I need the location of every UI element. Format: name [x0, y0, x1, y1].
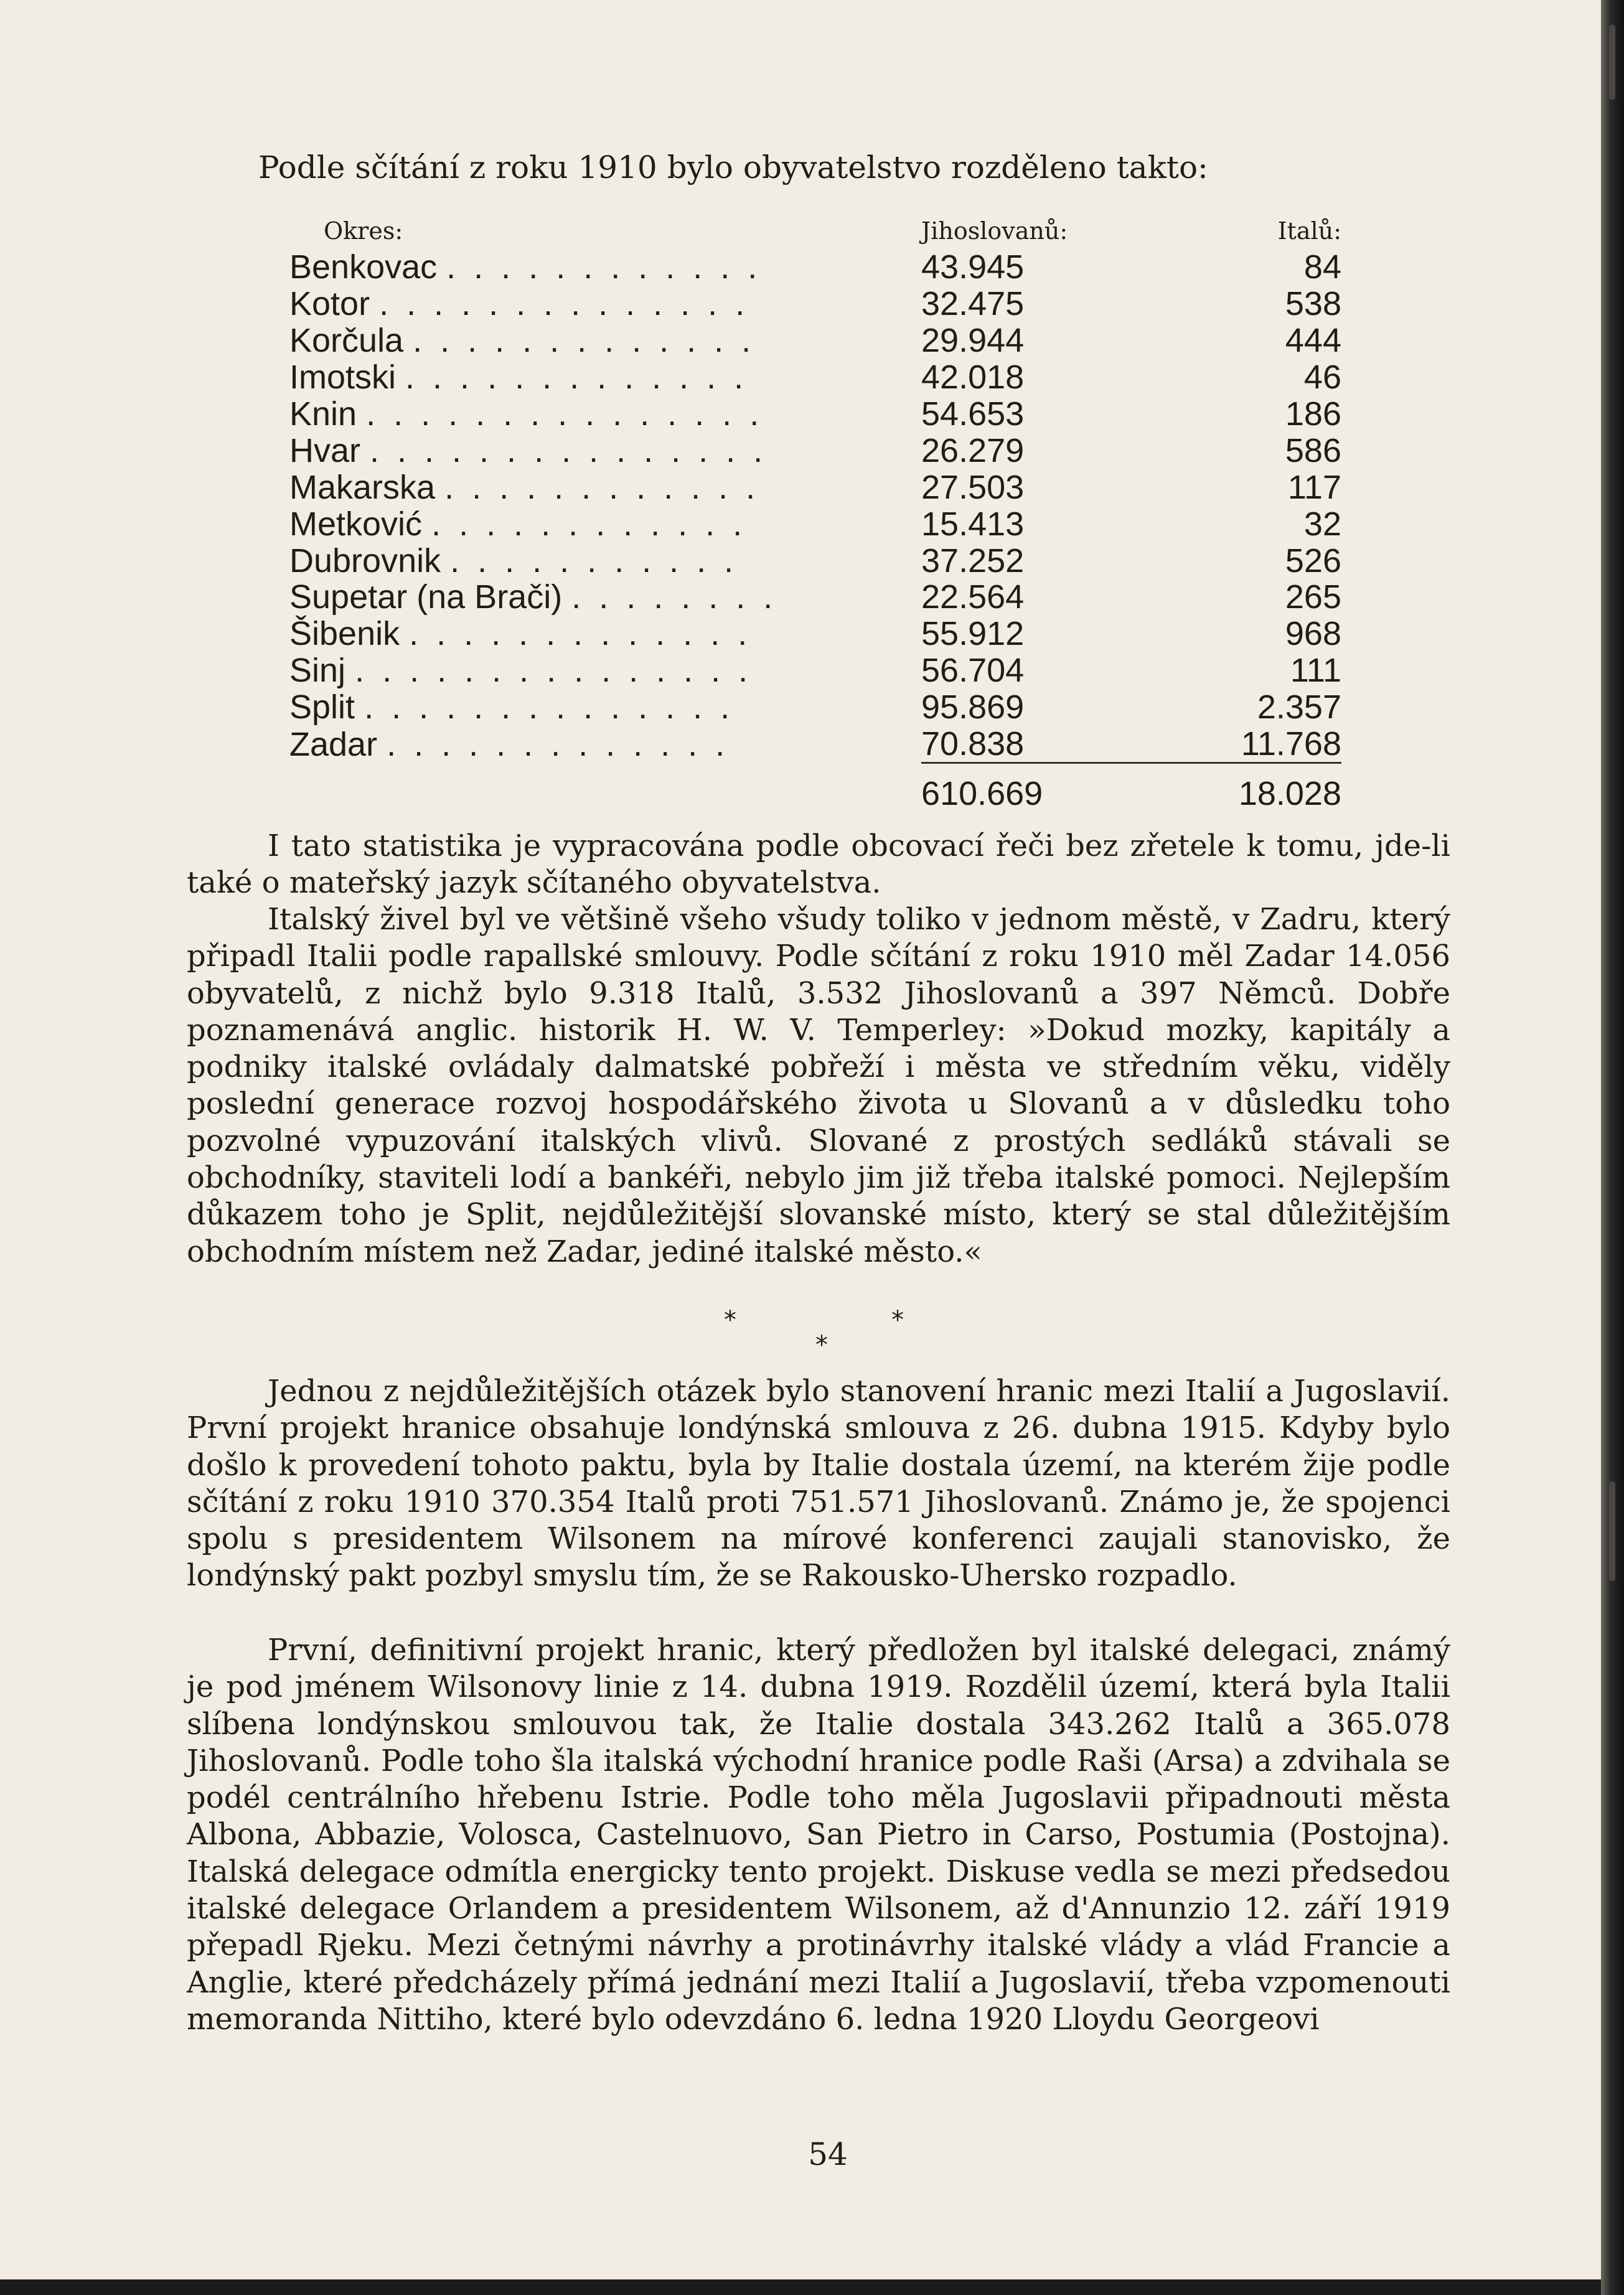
header-italians: Italů: [1277, 217, 1341, 245]
yugoslavs-value: 55.912 [921, 615, 1025, 653]
edge-mark [1609, 1481, 1615, 1581]
yugoslavs-value: 29.944 [921, 322, 1025, 360]
district-name: Supetar (na Brači) [289, 578, 563, 616]
italians-value: 186 [1285, 395, 1341, 433]
italians-value: 11.768 [1241, 725, 1341, 763]
leader-dots: . . . . . . . . . . . . . [409, 615, 752, 653]
yugoslavs-value: 27.503 [921, 468, 1025, 506]
district-name: Benkovac [289, 248, 438, 286]
yugoslavs-value: 70.838 [921, 725, 1025, 763]
separator-star-left: * [724, 1306, 736, 1335]
yugoslavs-value: 43.945 [921, 248, 1025, 286]
italians-value: 538 [1285, 285, 1341, 323]
yugoslavs-value: 15.413 [921, 505, 1025, 543]
table-row [289, 652, 1341, 689]
leader-dots: . . . . . . . . . . . . [446, 248, 762, 286]
district-name: Zadar [289, 725, 378, 763]
yugoslavs-value: 26.279 [921, 431, 1025, 469]
district-name: Dubrovnik [289, 542, 441, 580]
table-row [289, 689, 1341, 726]
italians-value: 32 [1303, 505, 1341, 543]
italians-value: 46 [1303, 359, 1341, 397]
italians-value: 111 [1290, 652, 1341, 690]
italians-value: 117 [1287, 468, 1341, 506]
district-name: Knin [289, 395, 357, 433]
table-row [289, 469, 1341, 505]
yugoslavs-value: 56.704 [921, 652, 1025, 690]
leader-dots: . . . . . . . . . . . . . [387, 725, 730, 763]
district-name: Metković [289, 505, 423, 543]
table-header-row [289, 213, 1341, 249]
table-row [289, 322, 1341, 359]
table-row [289, 359, 1341, 396]
italians-value: 586 [1285, 431, 1341, 469]
district-name: Kotor [289, 285, 370, 323]
table-row [289, 542, 1341, 579]
paragraph-1: I tato statistika je vypracována podle obcovací řeči bez zřetele k tomu, jde-li také o mateřský jazyk sčítaného obyvatelstva. [187, 828, 1450, 901]
table-row [289, 726, 1341, 763]
header-yugoslavs: Jihoslovanů: [921, 217, 1068, 245]
italians-value: 265 [1285, 578, 1341, 616]
yugoslavs-value: 54.653 [921, 395, 1025, 433]
yugoslavs-value: 42.018 [921, 359, 1025, 397]
district-name: Split [289, 688, 355, 726]
italians-value: 444 [1285, 322, 1341, 360]
total-spacer [289, 763, 921, 812]
yugoslavs-value: 22.564 [921, 578, 1025, 616]
page-number: 54 [808, 2136, 848, 2172]
italians-value: 526 [1285, 542, 1341, 580]
district-name: Imotski [289, 359, 397, 397]
leader-dots: . . . . . . . . . . . . [444, 468, 760, 506]
leader-dots: . . . . . . . . . . . . . [405, 359, 748, 397]
leader-dots: . . . . . . . . . . . . . . [379, 285, 749, 323]
total-italians: 18.028 [1068, 763, 1341, 812]
table-row [289, 432, 1341, 469]
district-name: Korčula [289, 322, 404, 360]
page-edge-shadow [1601, 0, 1624, 2295]
table-row [289, 396, 1341, 433]
table-row [289, 616, 1341, 652]
paragraph-3: Jednou z nejdůležitějších otázek bylo stanovení hranic mezi Italií a Jugoslavií. První projekt hranice obsahuje londýnská smlouva z 26. dubna 1915. Kdyby bylo došlo k provedení tohoto paktu, byla by Italie dostala území, na kterém žije podle sčítání z roku 1910 370.354 Italů proti 751.571 Jihoslovanů. Známo je, že spojenci spolu s presidentem Wilsonem na mírové konferenci zaujali stanovisko, že londýnský pakt pozbyl smyslu tím, že se Rakousko-Uhersko rozpadlo. [187, 1374, 1450, 1593]
leader-dots: . . . . . . . . . . . [450, 542, 738, 580]
table-row [289, 505, 1341, 542]
intro-sentence: Podle sčítání z roku 1910 bylo obyvatelstvo rozděleno takto: [258, 149, 1208, 185]
yugoslavs-value: 37.252 [921, 542, 1025, 580]
table-row [289, 579, 1341, 616]
paragraph-2: Italský živel byl ve většině všeho všudy toliko v jednom městě, v Zadru, který připadl Italii podle rapallské smlouvy. Podle sčítání z roku 1910 měl Zadar 14.056 obyvatelů, z nichž bylo 9.318 Italů, 3.532 Jihoslovanů a 397 Němců. Dobře poznamenává anglic. historik H. W. V. Temperley: »Dokud mozky, kapitály a podniky italské ovládaly dalmatské pobřeží i města ve středním věku, viděly poslední generace rozvoj hospodářského života u Slovanů a v důsledku toho pozvolné vypuzování italských vlivů. Slované z prostých sedláků stávali se obchodníky, staviteli lodí a bankéři, nebylo jim již třeba italské pomoci. Nejlepším důkazem toho je Split, nejdůležitější slovanské místo, který se stal důležitějším obchodním místem než Zadar, jediné italské město.« [187, 902, 1450, 1269]
population-table [289, 213, 1341, 812]
table-row [289, 286, 1341, 322]
header-district: Okres: [324, 217, 403, 245]
total-yugoslavs: 610.669 [921, 763, 1068, 812]
leader-dots: . . . . . . . . . . . . . . [364, 688, 735, 726]
leader-dots: . . . . . . . . . . . . [431, 505, 747, 543]
yugoslavs-value: 95.869 [921, 688, 1025, 726]
district-name: Makarska [289, 468, 436, 506]
italians-value: 2.357 [1257, 688, 1341, 726]
edge-mark [1609, 25, 1615, 100]
table-row [289, 249, 1341, 286]
leader-dots: . . . . . . . . . . . . . . . [370, 431, 767, 469]
separator-star-center: * [815, 1331, 828, 1359]
district-name: Hvar [289, 431, 361, 469]
district-name: Sinj [289, 652, 346, 690]
italians-value: 968 [1285, 615, 1341, 653]
separator-star-right: * [891, 1306, 904, 1335]
leader-dots: . . . . . . . . . . . . . . . [366, 395, 764, 433]
district-name: Šibenik [289, 615, 400, 653]
yugoslavs-value: 32.475 [921, 285, 1025, 323]
leader-dots: . . . . . . . . [571, 578, 777, 616]
leader-dots: . . . . . . . . . . . . . . . [355, 652, 753, 690]
leader-dots: . . . . . . . . . . . . . [413, 322, 756, 360]
italians-value: 84 [1303, 248, 1341, 286]
table-total-row [289, 763, 1341, 812]
paragraph-4: První, definitivní projekt hranic, který předložen byl italské delegaci, známý je pod jménem Wilsonovy linie z 14. dubna 1919. Rozdělil území, která byla Italii slíbena londýnskou smlouvou tak, že Italie dostala 343.262 Italů a 365.078 Jihoslovanů. Podle toho šla italská východní hranice podle Raši (Arsa) a zdvihala se podél centrálního hřebenu Istrie. Podle toho měla Jugoslavii připadnouti města Albona, Abbazie, Volosca, Castelnuovo, San Pietro in Carso, Postumia (Postojna). Italská delegace odmítla energicky tento projekt. Diskuse vedla se mezi předsedou italské delegace Orlandem a presidentem Wilsonem, až d'Annunzio 12. září 1919 přepadl Rjeku. Mezi četnými návrhy a protinávrhy italské vlády a vlád Francie a Anglie, které předcházely přímá jednání mezi Italií a Jugoslavií, třeba vzpomenouti memoranda Nittiho, které bylo odevzdáno 6. ledna 1920 Lloydu Georgeovi [187, 1633, 1450, 2037]
